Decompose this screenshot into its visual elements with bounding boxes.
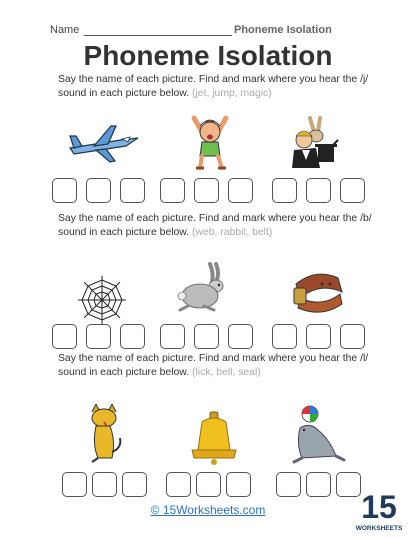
bell-image — [188, 410, 240, 466]
answer-box[interactable] — [306, 324, 331, 349]
answer-box[interactable] — [276, 472, 301, 497]
answer-box[interactable] — [86, 178, 111, 203]
name-label: Name — [50, 24, 80, 36]
answer-box[interactable] — [62, 472, 87, 497]
instruction-hint: (web, rabbit, belt) — [192, 227, 273, 238]
answer-box[interactable] — [306, 472, 331, 497]
answer-box[interactable] — [122, 472, 147, 497]
answer-box[interactable] — [228, 324, 253, 349]
logo-text: WORKSHEETS — [355, 525, 403, 532]
magician-image — [290, 114, 342, 170]
page-title: Phoneme Isolation — [83, 40, 333, 71]
answer-box[interactable] — [226, 472, 251, 497]
name-line[interactable] — [84, 35, 232, 36]
answer-box[interactable] — [194, 324, 219, 349]
instruction-text: Say the name of each picture. Find and mark where you hear the /j/ sound in each picture below. — [58, 74, 369, 99]
answer-box[interactable] — [52, 324, 77, 349]
cat-licking-image — [82, 404, 126, 466]
answer-box[interactable] — [272, 324, 297, 349]
jumping-boy-image — [182, 110, 238, 172]
answer-box[interactable] — [52, 178, 77, 203]
instruction-l — [58, 352, 378, 380]
rabbit-image — [174, 260, 232, 316]
site-name: 15Worksheets.com — [162, 503, 266, 517]
answer-box[interactable] — [92, 472, 117, 497]
answer-box[interactable] — [86, 324, 111, 349]
answer-box[interactable] — [306, 178, 331, 203]
name-field — [50, 24, 332, 36]
answer-box[interactable] — [194, 178, 219, 203]
answer-box[interactable] — [120, 324, 145, 349]
instruction-j — [58, 73, 378, 101]
instruction-hint: (jet, jump, magic) — [192, 88, 272, 99]
instruction-text: Say the name of each picture. Find and mark where you hear the /l/ sound in each picture below. — [58, 353, 369, 378]
footer-link[interactable] — [151, 503, 266, 517]
belt-image — [286, 264, 348, 316]
answer-box[interactable] — [272, 178, 297, 203]
copyright-symbol: © — [150, 503, 160, 517]
worksheet-title: Phoneme Isolation — [234, 24, 332, 36]
answer-box[interactable] — [340, 324, 365, 349]
logo-number: 15 — [361, 489, 397, 525]
answer-box[interactable] — [228, 178, 253, 203]
answer-box[interactable] — [340, 178, 365, 203]
spider-web-image — [74, 272, 130, 328]
jet-image — [66, 118, 140, 166]
instruction-b — [58, 212, 378, 240]
answer-box[interactable] — [160, 178, 185, 203]
seal-image — [290, 404, 348, 464]
answer-box[interactable] — [120, 178, 145, 203]
answer-box[interactable] — [160, 324, 185, 349]
answer-box[interactable] — [196, 472, 221, 497]
answer-box[interactable] — [166, 472, 191, 497]
instruction-text: Say the name of each picture. Find and mark where you hear the /b/ sound in each picture below. — [58, 213, 372, 238]
instruction-hint: (lick, bell, seal) — [192, 367, 261, 378]
worksheets-logo — [354, 486, 404, 534]
